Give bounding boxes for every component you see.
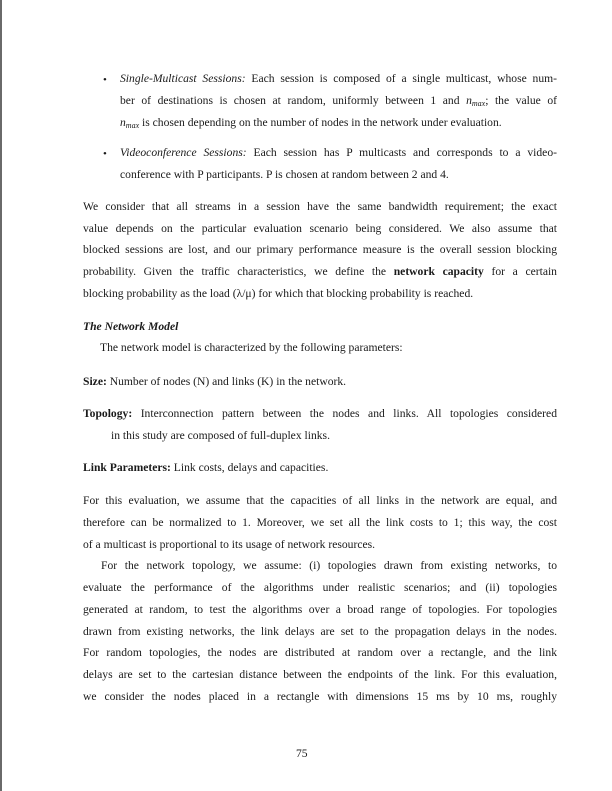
para2-line-2: therefore can be normalized to 1. Moreover, we set all the link costs to 1; this way, the cost (83, 516, 557, 529)
math-sub: max (125, 121, 140, 130)
text: ber of destinations is chosen at random, uniformly between 1 and (120, 94, 467, 107)
para1-line-1: We consider that all streams in a session have the same bandwidth requirement; the exact (83, 200, 557, 213)
page-number: 75 (296, 747, 308, 760)
bullet-icon: • (103, 74, 107, 86)
bullet-2-line-2 (120, 168, 449, 182)
text: for a certain (483, 265, 557, 278)
para1-line-5: blocking probability as the load (λ/μ) for which that blocking probability is reached. (83, 287, 474, 300)
section-intro: The network model is characterized by the following parameters: (100, 341, 403, 354)
para3-line-6: delays are set to the cartesian distance between the endpoints of the link. For this evaluation, (83, 668, 557, 681)
para2-line-1: For this evaluation, we assume that the capacities of all links in the network are equal, and (83, 494, 557, 507)
page-edge (0, 0, 2, 791)
text: Each session has P multicasts and corresponds to a video- (246, 146, 557, 159)
para3-line-7: we consider the nodes placed in a rectangle with dimensions 15 ms by 10 ms, roughly (83, 690, 557, 703)
para3-line-1: For the network topology, we assume: (i) topologies drawn from existing networks, to (101, 559, 557, 572)
math-var: n (120, 116, 126, 129)
math-var: n (466, 94, 472, 107)
text: is chosen depending on the number of nodes in the network under evaluation. (139, 116, 502, 129)
definition-topology (83, 407, 557, 421)
para3-line-3: generated at random, to test the algorithms over a broad range of topologies. For topologies (83, 603, 557, 616)
text: probability. Given the traffic characteristics, we define the (83, 265, 394, 278)
text: Interconnection pattern between the nodes and links. All topologies considered (132, 407, 557, 420)
definition-link-parameters (83, 461, 328, 475)
bullet-1-line-3 (120, 116, 502, 133)
para3-line-5: For random topologies, the nodes are distributed at random over a rectangle, and the link (83, 646, 557, 659)
definition-size (83, 375, 346, 389)
para3-line-4: drawn from existing networks, the link delays are set to the propagation delays in the nodes. (83, 625, 557, 638)
bold-term: network capacity (393, 265, 484, 278)
section-heading: The Network Model (83, 320, 179, 333)
para1-line-4 (83, 265, 557, 279)
bullet-1-line-1 (120, 72, 557, 86)
para1-line-2: value depends on the particular evaluation scenario being considered. We also assume that (83, 222, 557, 235)
para3-line-2: evaluate the performance of the algorithms under realistic scenarios; and (ii) topologies (83, 581, 557, 594)
text: Number of nodes (N) and links (K) in the network. (106, 375, 347, 388)
bullet-icon: • (103, 148, 107, 160)
definition-topology-cont: in this study are composed of full-duplex links. (111, 429, 330, 442)
term: Size: (83, 375, 107, 388)
para2-line-3: of a multicast is proportional to its usage of network resources. (83, 538, 376, 551)
text: Each session is composed of a single multicast, whose num- (245, 72, 558, 85)
math-sub: max (471, 99, 486, 108)
bullet-1-label: Single-Multicast Sessions: (120, 72, 246, 85)
text: Link costs, delays and capacities. (170, 461, 329, 474)
bullet-1-line-2 (120, 94, 557, 111)
text: ; the value of (485, 94, 557, 107)
bullet-2-line-1 (120, 146, 557, 160)
term: Topology: (83, 407, 133, 420)
text: conference with P participants. P is chosen at random between 2 and 4. (120, 168, 449, 181)
bullet-2-label: Videoconference Sessions: (120, 146, 247, 159)
term: Link Parameters: (83, 461, 171, 474)
para1-line-3: blocked sessions are lost, and our primary performance measure is the overall session blocking (83, 243, 557, 256)
